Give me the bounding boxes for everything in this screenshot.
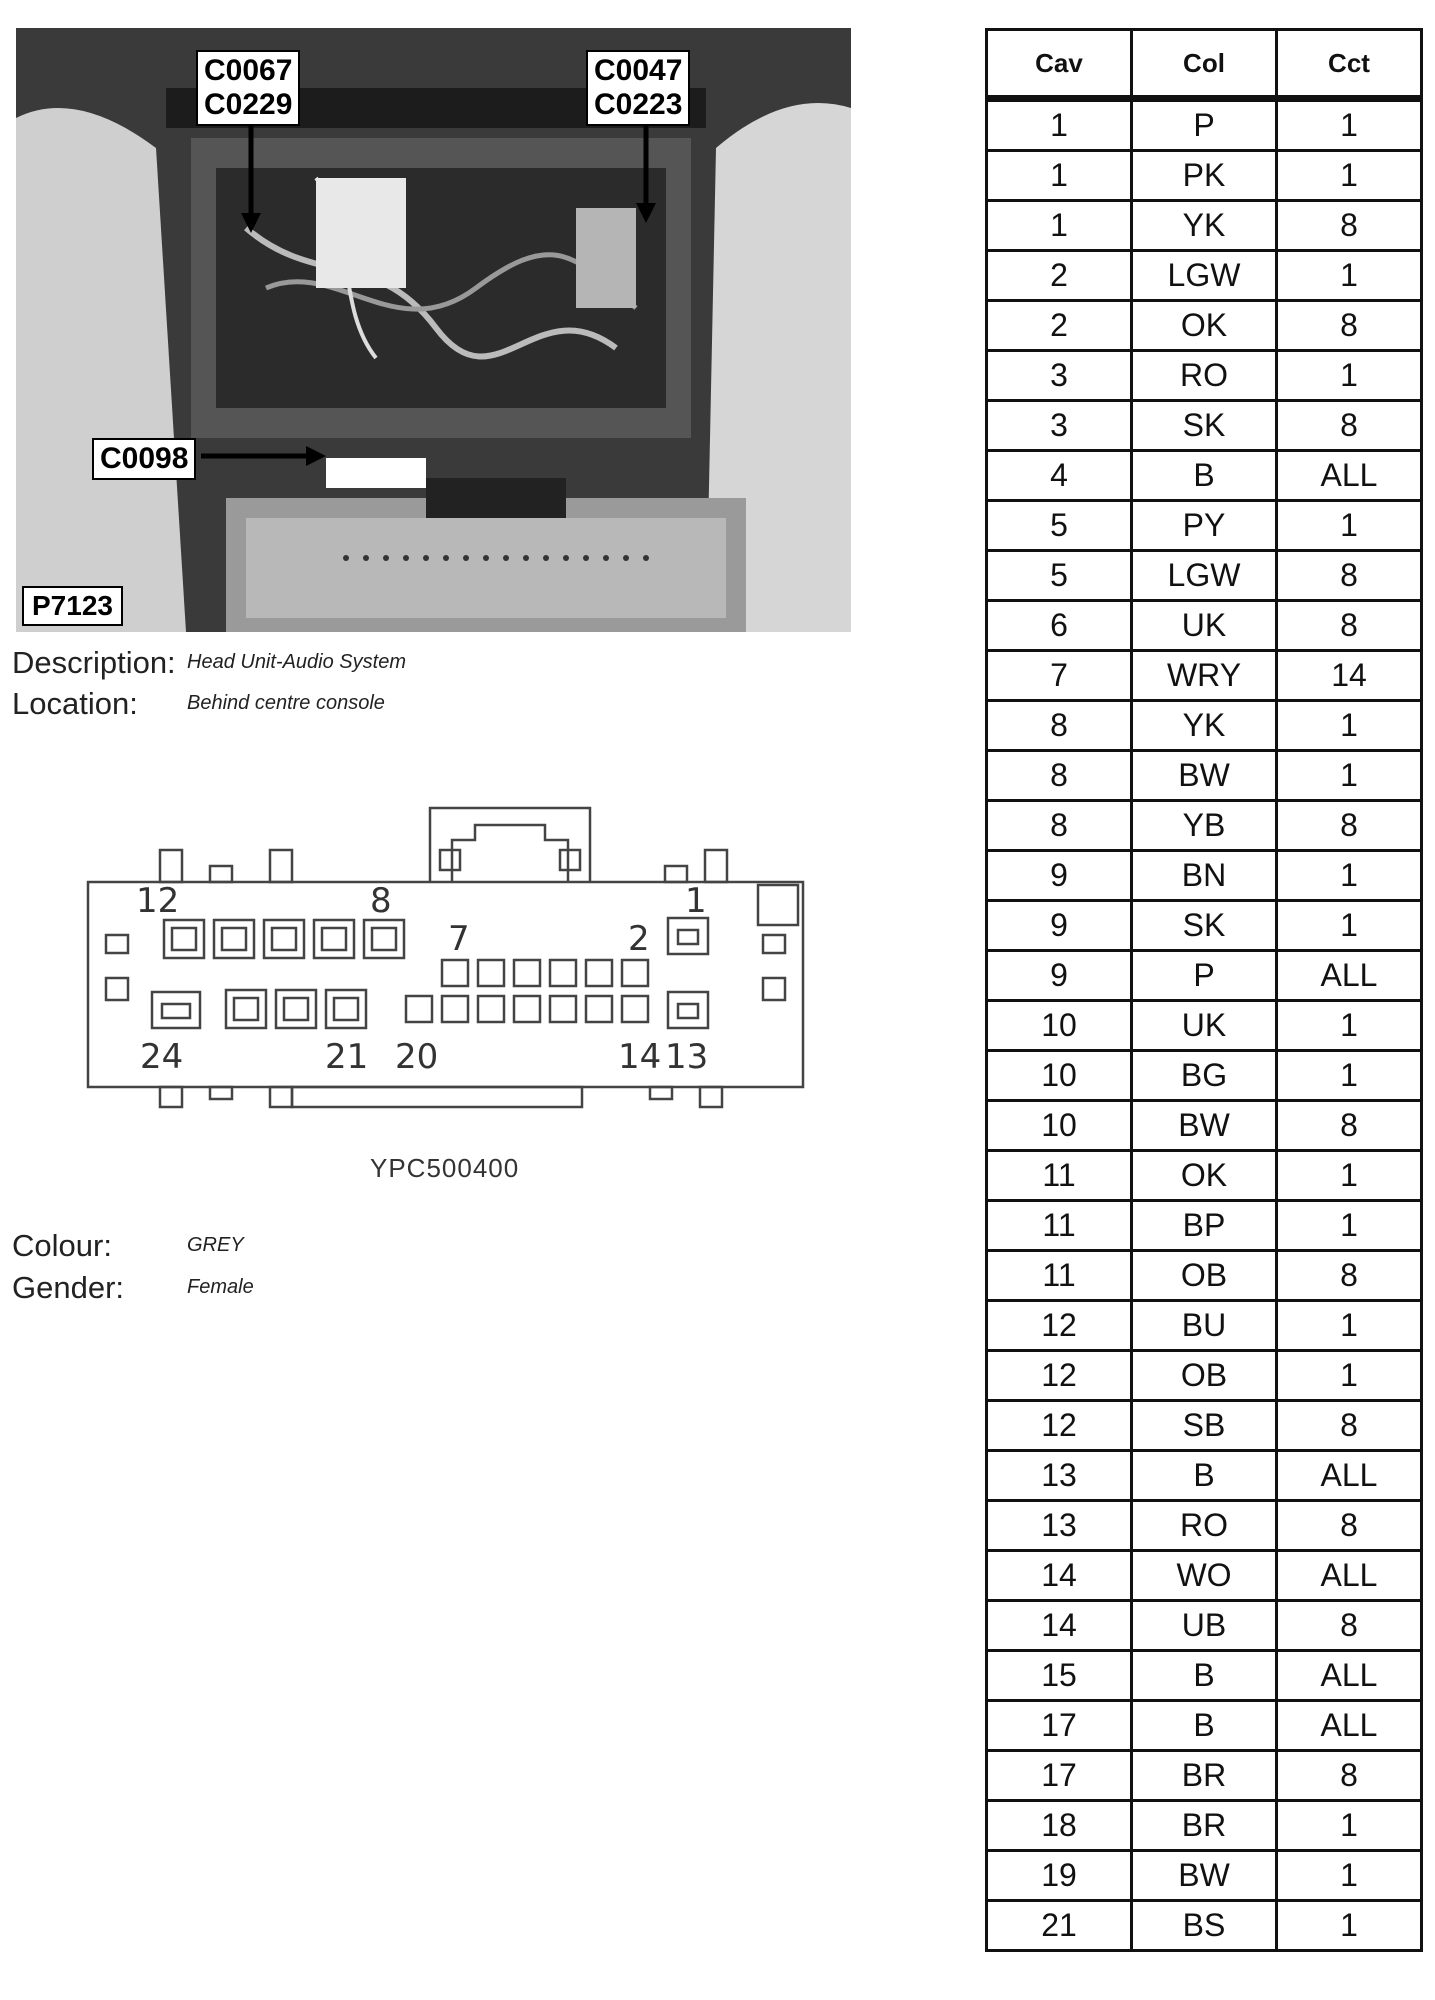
cell-cct: 1 — [1277, 1301, 1422, 1351]
cell-cav: 5 — [987, 501, 1132, 551]
pin-label: 2 — [628, 919, 650, 959]
table-row — [987, 551, 1422, 601]
table-row — [987, 1051, 1422, 1101]
table-row — [987, 501, 1422, 551]
cell-col: RO — [1132, 351, 1277, 401]
description-value: Head Unit-Audio System — [187, 651, 406, 673]
table-row — [987, 1801, 1422, 1851]
cell-cav: 9 — [987, 901, 1132, 951]
description-row — [12, 645, 406, 681]
table-row — [987, 701, 1422, 751]
cell-cct: ALL — [1277, 1701, 1422, 1751]
cell-cav: 1 — [987, 99, 1132, 151]
pin-label: 13 — [665, 1037, 709, 1077]
cell-col: BS — [1132, 1901, 1277, 1951]
cell-cav: 10 — [987, 1101, 1132, 1151]
cell-cct: 1 — [1277, 1201, 1422, 1251]
cell-cav: 9 — [987, 851, 1132, 901]
cell-cct: 8 — [1277, 551, 1422, 601]
callout-label: C0223 — [594, 88, 683, 121]
pin-label: 1 — [685, 881, 707, 921]
cell-cav: 14 — [987, 1601, 1132, 1651]
cell-col: OB — [1132, 1251, 1277, 1301]
cell-cav: 17 — [987, 1701, 1132, 1751]
column-header-col: Col — [1132, 30, 1277, 99]
cell-col: WRY — [1132, 651, 1277, 701]
cell-cct: 8 — [1277, 601, 1422, 651]
cell-cav: 2 — [987, 301, 1132, 351]
cell-col: BW — [1132, 751, 1277, 801]
table-row — [987, 1701, 1422, 1751]
description-label: Description: — [12, 645, 176, 680]
table-row — [987, 1151, 1422, 1201]
cell-cav: 4 — [987, 451, 1132, 501]
table-row — [987, 1001, 1422, 1051]
cell-cav: 1 — [987, 151, 1132, 201]
cell-cav: 7 — [987, 651, 1132, 701]
cell-cct: 1 — [1277, 501, 1422, 551]
cell-col: YB — [1132, 801, 1277, 851]
cell-col: BG — [1132, 1051, 1277, 1101]
cell-cct: 1 — [1277, 751, 1422, 801]
table-row — [987, 1901, 1422, 1951]
table-row — [987, 151, 1422, 201]
cell-col: BR — [1132, 1801, 1277, 1851]
cell-col: OB — [1132, 1351, 1277, 1401]
colour-row — [12, 1228, 244, 1264]
callout-c0047-c0223 — [586, 50, 690, 126]
table-row — [987, 351, 1422, 401]
cell-cct: 8 — [1277, 301, 1422, 351]
cell-cct: 1 — [1277, 851, 1422, 901]
cell-col: SK — [1132, 901, 1277, 951]
table-row — [987, 1101, 1422, 1151]
callout-label: C0229 — [204, 88, 293, 121]
colour-label: Colour: — [12, 1228, 112, 1263]
cell-cct: ALL — [1277, 951, 1422, 1001]
pin-table-body — [987, 99, 1422, 1951]
table-row — [987, 801, 1422, 851]
location-label: Location: — [12, 686, 138, 721]
cell-cav: 11 — [987, 1201, 1132, 1251]
gender-value: Female — [187, 1276, 254, 1298]
cell-cav: 11 — [987, 1251, 1132, 1301]
cell-cav: 18 — [987, 1801, 1132, 1851]
pin-label: 24 — [140, 1037, 184, 1077]
cell-cav: 13 — [987, 1501, 1132, 1551]
cell-cav: 6 — [987, 601, 1132, 651]
table-row — [987, 251, 1422, 301]
table-row — [987, 601, 1422, 651]
cell-cct: 1 — [1277, 151, 1422, 201]
cell-cav: 15 — [987, 1651, 1132, 1701]
colour-value: GREY — [187, 1234, 244, 1256]
table-row — [987, 1851, 1422, 1901]
column-header-cct: Cct — [1277, 30, 1422, 99]
cell-col: B — [1132, 1701, 1277, 1751]
table-row — [987, 651, 1422, 701]
cell-cct: 1 — [1277, 1051, 1422, 1101]
cell-cct: 8 — [1277, 1401, 1422, 1451]
cell-col: PY — [1132, 501, 1277, 551]
callout-c0067-c0229 — [196, 50, 300, 126]
cell-cct: 1 — [1277, 251, 1422, 301]
cell-cct: 1 — [1277, 1001, 1422, 1051]
table-row — [987, 451, 1422, 501]
cell-col: LGW — [1132, 551, 1277, 601]
table-row — [987, 1501, 1422, 1551]
gender-row — [12, 1270, 254, 1306]
cell-cct: 1 — [1277, 99, 1422, 151]
cell-col: LGW — [1132, 251, 1277, 301]
cell-cct: 8 — [1277, 401, 1422, 451]
cell-col: B — [1132, 1451, 1277, 1501]
cell-col: WO — [1132, 1551, 1277, 1601]
cell-cav: 12 — [987, 1401, 1132, 1451]
cell-cct: 1 — [1277, 1901, 1422, 1951]
table-row — [987, 1551, 1422, 1601]
connector-diagram — [80, 800, 820, 1130]
cell-col: B — [1132, 451, 1277, 501]
cell-col: SB — [1132, 1401, 1277, 1451]
cell-cav: 10 — [987, 1051, 1132, 1101]
cell-cav: 5 — [987, 551, 1132, 601]
cell-cav: 13 — [987, 1451, 1132, 1501]
table-row — [987, 1251, 1422, 1301]
table-row — [987, 401, 1422, 451]
cell-col: BU — [1132, 1301, 1277, 1351]
cell-cav: 3 — [987, 351, 1132, 401]
cell-cav: 8 — [987, 801, 1132, 851]
cell-col: UK — [1132, 601, 1277, 651]
callout-c0098 — [92, 438, 196, 480]
table-row — [987, 751, 1422, 801]
cell-cav: 21 — [987, 1901, 1132, 1951]
pin-label: 12 — [136, 881, 180, 921]
cell-cav: 8 — [987, 751, 1132, 801]
cell-col: YK — [1132, 201, 1277, 251]
cell-cct: 1 — [1277, 1801, 1422, 1851]
cell-col: P — [1132, 951, 1277, 1001]
photo-image — [16, 28, 851, 632]
cell-cct: 1 — [1277, 1151, 1422, 1201]
cell-cct: 8 — [1277, 1101, 1422, 1151]
pin-label: 8 — [370, 881, 392, 921]
table-row — [987, 1651, 1422, 1701]
pin-label: 20 — [395, 1037, 439, 1077]
cell-col: SK — [1132, 401, 1277, 451]
cell-cct: 8 — [1277, 201, 1422, 251]
table-row — [987, 1201, 1422, 1251]
cell-cav: 14 — [987, 1551, 1132, 1601]
cell-cct: 8 — [1277, 1501, 1422, 1551]
cell-cav: 8 — [987, 701, 1132, 751]
gender-label: Gender: — [12, 1270, 125, 1305]
cell-col: BW — [1132, 1851, 1277, 1901]
table-row — [987, 1451, 1422, 1501]
cell-col: UK — [1132, 1001, 1277, 1051]
cell-cct: ALL — [1277, 1451, 1422, 1501]
photo-id: P7123 — [22, 586, 123, 626]
pin-label: 7 — [448, 919, 470, 959]
cell-cct: 1 — [1277, 901, 1422, 951]
column-header-cav: Cav — [987, 30, 1132, 99]
cell-cct: 14 — [1277, 651, 1422, 701]
table-row — [987, 1351, 1422, 1401]
cell-col: B — [1132, 1651, 1277, 1701]
cell-cav: 12 — [987, 1301, 1132, 1351]
part-number: YPC500400 — [370, 1153, 520, 1183]
callout-label: C0098 — [100, 442, 189, 475]
table-row — [987, 201, 1422, 251]
callout-label: C0047 — [594, 54, 683, 87]
table-row — [987, 301, 1422, 351]
cell-cav: 2 — [987, 251, 1132, 301]
cell-cct: 8 — [1277, 1751, 1422, 1801]
pin-table — [985, 28, 1423, 1952]
pin-label: 14 — [618, 1037, 662, 1077]
cell-col: P — [1132, 99, 1277, 151]
cell-cav: 17 — [987, 1751, 1132, 1801]
cell-col: OK — [1132, 301, 1277, 351]
table-row — [987, 1751, 1422, 1801]
cell-col: YK — [1132, 701, 1277, 751]
cell-col: UB — [1132, 1601, 1277, 1651]
cell-cav: 10 — [987, 1001, 1132, 1051]
cell-cav: 12 — [987, 1351, 1132, 1401]
cell-cct: 1 — [1277, 701, 1422, 751]
cell-cct: 1 — [1277, 351, 1422, 401]
pin-label: 21 — [325, 1037, 369, 1077]
cell-cav: 11 — [987, 1151, 1132, 1201]
cell-cct: 8 — [1277, 1601, 1422, 1651]
table-row — [987, 1601, 1422, 1651]
table-row — [987, 851, 1422, 901]
cell-cct: ALL — [1277, 1551, 1422, 1601]
cell-cct: 1 — [1277, 1851, 1422, 1901]
cell-cct: 1 — [1277, 1351, 1422, 1401]
callout-label: C0067 — [204, 54, 293, 87]
cell-col: BN — [1132, 851, 1277, 901]
table-row — [987, 951, 1422, 1001]
cell-col: BW — [1132, 1101, 1277, 1151]
cell-col: BP — [1132, 1201, 1277, 1251]
cell-col: RO — [1132, 1501, 1277, 1551]
cell-cct: 8 — [1277, 1251, 1422, 1301]
cell-cav: 9 — [987, 951, 1132, 1001]
table-header-row — [987, 30, 1422, 99]
table-row — [987, 1401, 1422, 1451]
installation-photo — [16, 28, 851, 632]
cell-col: PK — [1132, 151, 1277, 201]
table-row — [987, 901, 1422, 951]
cell-col: BR — [1132, 1751, 1277, 1801]
location-row — [12, 686, 385, 722]
cell-cct: ALL — [1277, 1651, 1422, 1701]
cell-col: OK — [1132, 1151, 1277, 1201]
table-row — [987, 1301, 1422, 1351]
cell-cav: 3 — [987, 401, 1132, 451]
cell-cav: 1 — [987, 201, 1132, 251]
table-row — [987, 99, 1422, 151]
cell-cav: 19 — [987, 1851, 1132, 1901]
location-value: Behind centre console — [187, 692, 385, 714]
cell-cct: ALL — [1277, 451, 1422, 501]
cell-cct: 8 — [1277, 801, 1422, 851]
